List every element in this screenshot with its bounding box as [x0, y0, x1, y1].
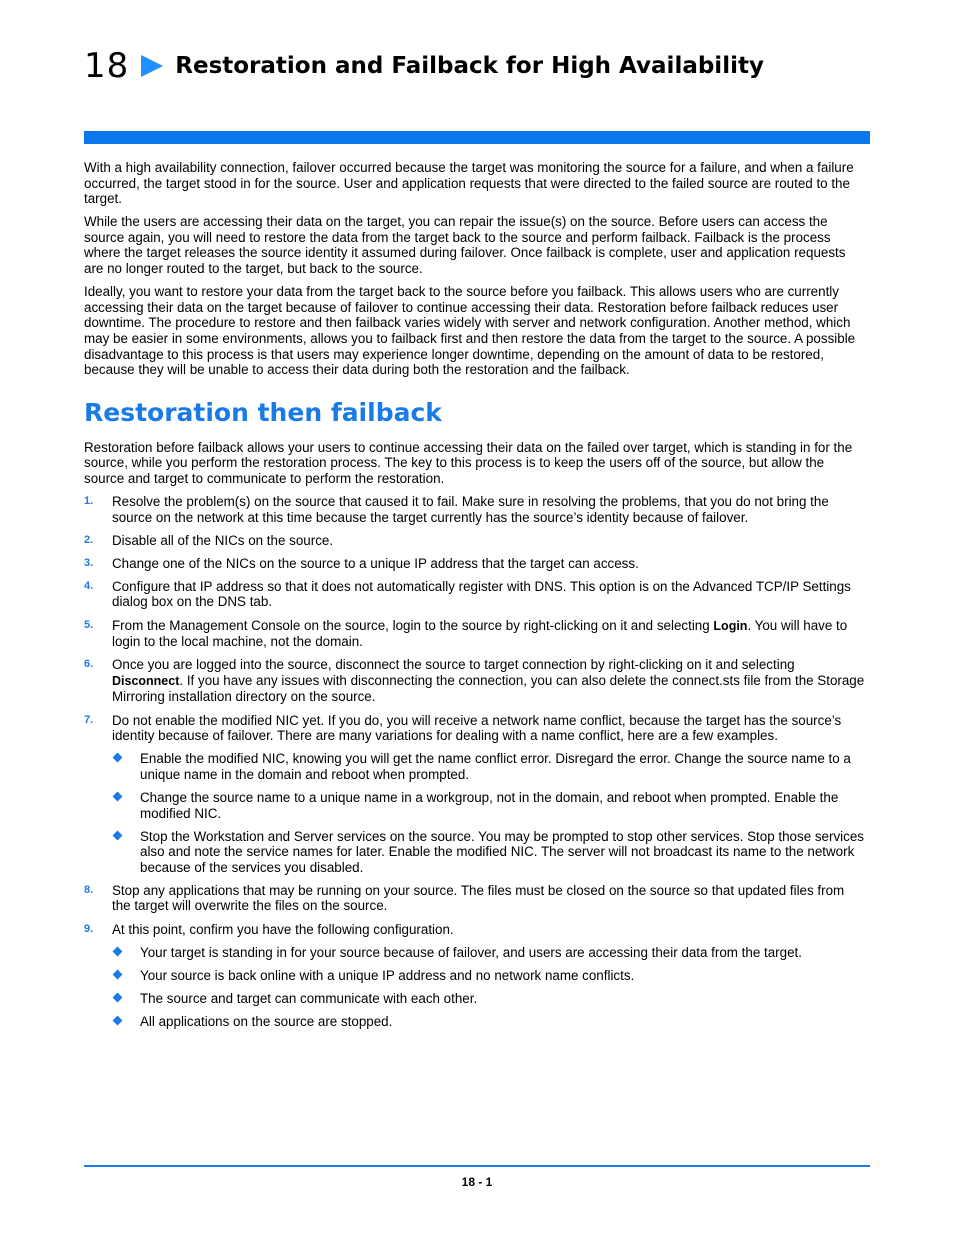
- disconnect-command: Disconnect: [112, 673, 180, 688]
- bullet-item: [112, 968, 866, 984]
- step-text: Disable all of the NICs on the source.: [112, 532, 334, 548]
- step-number: 4.: [84, 579, 94, 592]
- step-number: 8.: [84, 883, 94, 896]
- login-command: Login: [713, 618, 748, 633]
- steps-list: [84, 494, 866, 1030]
- page-number: 18 - 1: [461, 1175, 493, 1189]
- step-number: 7.: [84, 713, 94, 726]
- step-item: [84, 883, 866, 914]
- bullet-text: The source and target can communicate with each other.: [140, 990, 478, 1006]
- step-number: 1.: [84, 495, 94, 507]
- step-number: 5.: [84, 618, 94, 631]
- step-item: [84, 618, 866, 650]
- step-text: [112, 657, 864, 704]
- bullet-list: [112, 945, 866, 1030]
- step-number: 9.: [84, 922, 94, 935]
- section-title: Restoration then failback: [84, 397, 442, 427]
- step-number: 3.: [84, 556, 94, 569]
- step-text-pre: From the Management Console on the source, login to the source by right-clicking on it and selecting: [112, 617, 714, 633]
- step-item: [84, 579, 866, 610]
- diamond-bullet-icon: [113, 946, 123, 956]
- diamond-bullet-icon: [113, 969, 123, 979]
- page-content: [84, 160, 866, 1037]
- step-text: [112, 618, 847, 650]
- intro-paragraph: With a high availability connection, failover occurred because the target was monitoring the source for a failure, and when a failure occurred, the target stood in for the source. User and application requests that were directed to the failed source are routed to the target.: [84, 160, 854, 207]
- step-item: [84, 922, 866, 1030]
- bullet-item: [112, 829, 866, 876]
- section-intro: Restoration before failback allows your users to continue accessing their data on the failed over target, which is standing in for the source, while you perform the restoration process. The key to this process is to keep the users off of the source, but allow the source and target to communicate to perform the restoration.: [84, 439, 853, 486]
- step-text: Configure that IP address so that it does not automatically register with DNS. This option is on the Advanced TCP/IP Settings dialog box on the DNS tab.: [112, 578, 851, 610]
- bullet-text: Change the source name to a unique name in a workgroup, not in the domain, and reboot when prompted. Enable the modified NIC.: [140, 789, 839, 821]
- bullet-text: All applications on the source are stopped.: [140, 1013, 393, 1029]
- step-item: [84, 533, 866, 549]
- bullet-text: Your target is standing in for your source because of failover, and users are accessing their data from the target.: [140, 944, 802, 960]
- step-text-pre: Once you are logged into the source, disconnect the source to target connection by right-clicking on it and selecting: [112, 657, 795, 673]
- intro-paragraph: Ideally, you want to restore your data from the target back to the source before you failback. This allows users who are currently accessing their data on the target because of failover to continue accessing their data. Restoration before failback reduces user downtime. The procedure to restore and then failback varies widely with server and network configuration. Another method, which may be easier in some environments, allows you to failback first and then restore the data from the target to the source. A possible disadvantage to this process is that users may experience longer downtime, depending on the amount of data to be restored, because they will be unable to access their data during both the restoration and the failback.: [84, 284, 856, 378]
- intro-paragraph: While the users are accessing their data on the target, you can repair the issue(s) on the source. Before users can access the source again, you will need to restore the data from the target back to the source and perform failback. Failback is the process where the target releases the source identity it assumed during failover. Once failback is complete, user and application requests are no longer routed to the target, but back to the source.: [84, 214, 846, 277]
- bullet-item: [112, 751, 866, 782]
- diamond-bullet-icon: [113, 753, 123, 763]
- bullet-item: [112, 991, 866, 1007]
- chapter-title: Restoration and Failback for High Availability: [175, 53, 764, 79]
- step-text-post: . You will have to login to the local machine, not the domain.: [112, 617, 848, 650]
- bullet-text: Your source is back online with a unique IP address and no network name conflicts.: [140, 967, 635, 983]
- step-text: Stop any applications that may be running on your source. The files must be closed on the source so that updated files from the target will overwrite the files on the source.: [112, 882, 845, 914]
- chapter-number: 18: [84, 46, 130, 86]
- diamond-bullet-icon: [113, 791, 123, 801]
- step-text: Change one of the NICs on the source to a unique IP address that the target can access.: [112, 555, 639, 571]
- chapter-header: [84, 44, 764, 88]
- diamond-bullet-icon: [113, 830, 123, 840]
- diamond-bullet-icon: [113, 1015, 123, 1025]
- step-text: Do not enable the modified NIC yet. If you do, you will receive a network name conflict, because the target has the source’s identity because of failover. There are many variations for dealing with a name conflict, here are a few examples.: [112, 712, 842, 744]
- step-text-post: . If you have any issues with disconnecting the connection, you can also delete the connect.sts file from the Storage Mirroring installation directory on the source.: [112, 672, 865, 705]
- bullet-item: [112, 790, 866, 821]
- step-item: [84, 657, 866, 705]
- step-text: Resolve the problem(s) on the source that caused it to fail. Make sure in resolving the problems, that you do not bring the source on the network at this time because the target currently has the source’s identity because of failover.: [112, 494, 829, 525]
- bullet-item: [112, 1014, 866, 1030]
- step-item: [84, 713, 866, 876]
- step-text: At this point, confirm you have the following configuration.: [112, 921, 454, 937]
- bullet-text: Stop the Workstation and Server services on the source. You may be prompted to stop other services. Stop those services also and note the service names for later. Enable the modified NIC. The server will not broadcast its name to the network because of the services you disabled.: [140, 828, 864, 875]
- step-item: [84, 494, 866, 525]
- bullet-list: [112, 751, 866, 875]
- step-item: [84, 556, 866, 572]
- diamond-bullet-icon: [113, 992, 123, 1002]
- footer-divider: [84, 1165, 870, 1167]
- bullet-text: Enable the modified NIC, knowing you will get the name conflict error. Disregard the error. Change the source name to a unique name in the domain and reboot when prompted.: [140, 751, 851, 782]
- bullet-item: [112, 945, 866, 961]
- step-number: 6.: [84, 658, 94, 671]
- step-number: 2.: [84, 533, 94, 546]
- header-divider-bar: [84, 131, 870, 144]
- arrow-right-icon: [141, 55, 163, 77]
